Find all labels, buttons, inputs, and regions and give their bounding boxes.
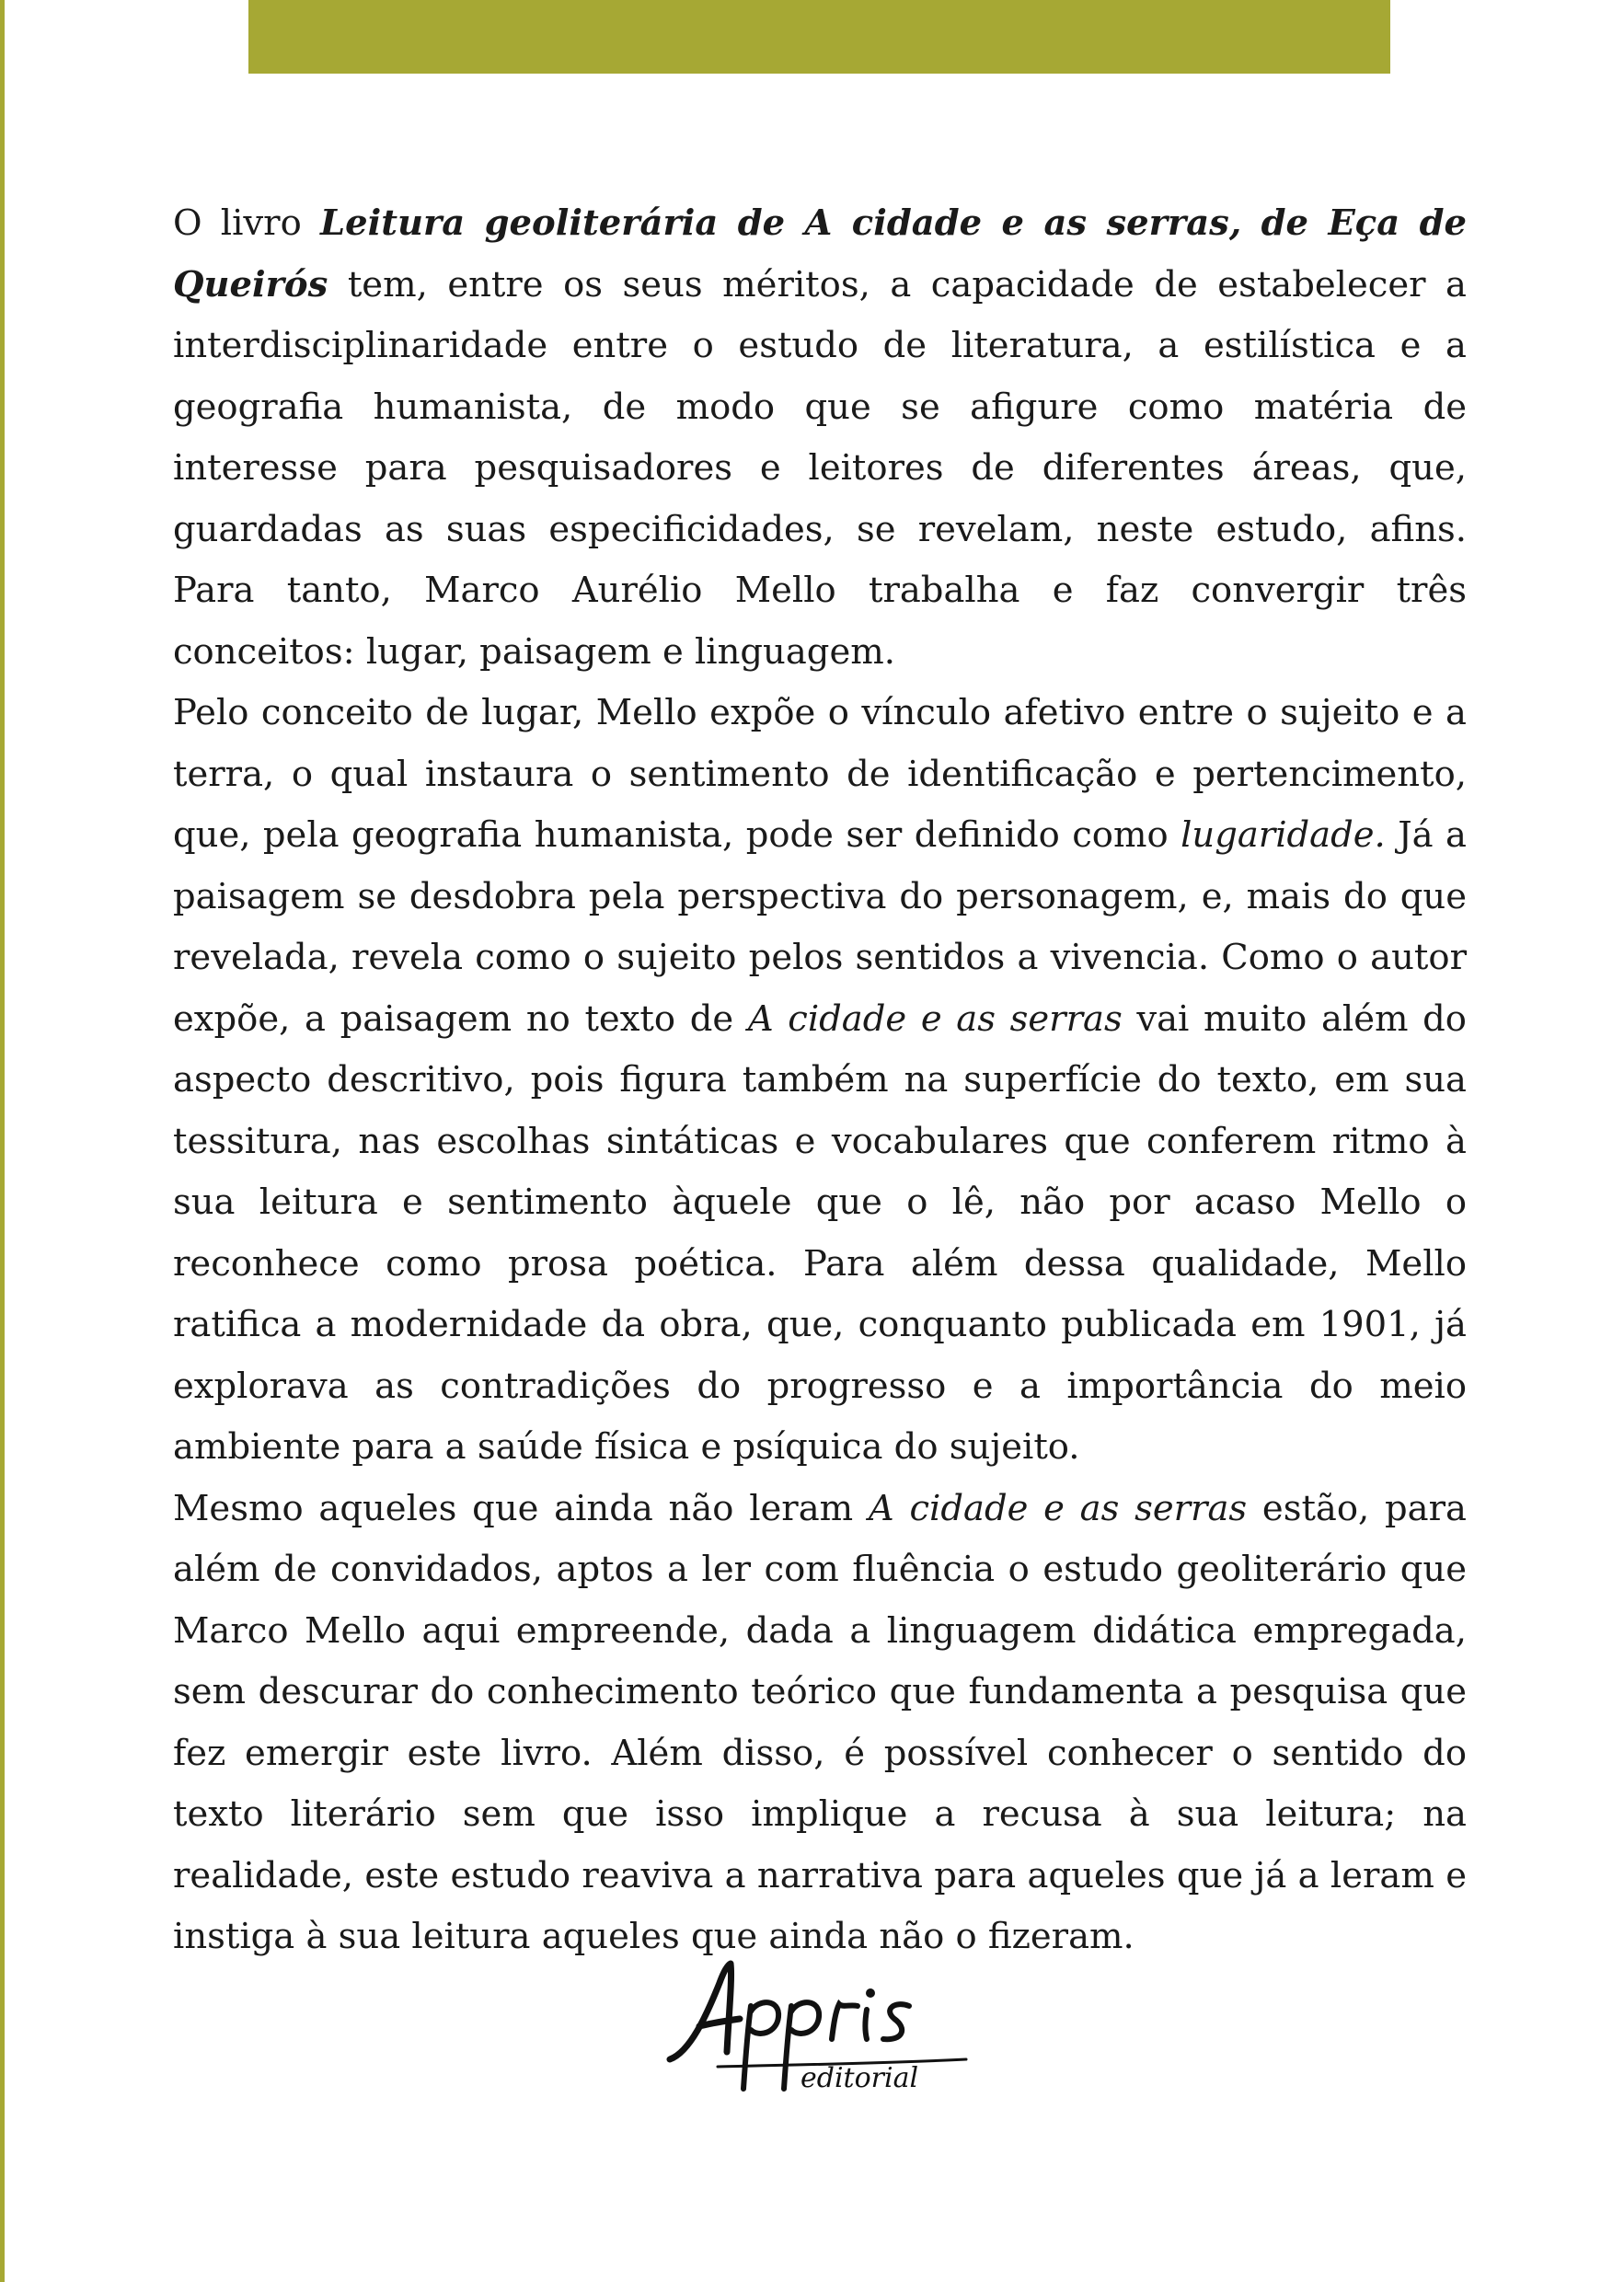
appris-editorial-logo — [662, 1951, 985, 2098]
paragraph-2-text-a: Pelo conceito de lugar, Mello expõe o vínculo afetivo entre o sujeito e a terra, o qual instaura o sentimento de identificação e pertencimento, que, pela geografia humanista, pode ser definido como — [173, 692, 1467, 856]
term-lugaridade: lugaridade. — [1181, 814, 1386, 856]
paragraph-1 — [173, 193, 1467, 683]
work-title-1: A cidade e as serras — [747, 997, 1123, 1040]
book-title: Leitura geoliterária de A cidade e as serras, de Eça de Queirós — [173, 202, 1467, 305]
paragraph-3-text-a: Mesmo aqueles que ainda não leram — [173, 1487, 869, 1529]
work-title-2: A cidade e as serras — [868, 1487, 1248, 1529]
top-color-band — [248, 0, 1390, 74]
paragraph-2-text-e: vai muito além do aspecto descritivo, pois figura também na superfície do texto, em sua tessitura, nas escolhas sintáticas e vocabulares que conferem ritmo à sua leitura e sentimento àquele que o lê, não por acaso Mello o reconhece como prosa poética. Para além dessa qualidade, Mello ratifica a modernidade da obra, que, conquanto publicada em 1901, já explorava as contradições do progresso e a importância do meio ambiente para a saúde física e psíquica do sujeito. — [173, 997, 1467, 1468]
paragraph-2-text-c: Já a paisagem se desdobra pela perspectiva do personagem, e, mais do que revelada, revela como o sujeito pelos sentidos a vivencia. Como o autor expõe, a paisagem no texto de — [173, 814, 1467, 1040]
left-edge-stripe — [0, 0, 5, 2282]
paragraph-2 — [173, 683, 1467, 1479]
paragraph-3-text-c: estão, para além de convidados, aptos a ler com fluência o estudo geoliterário que Marco Mello aqui empreende, dada a linguagem didática empregada, sem descurar do conhecimento teórico que fundamenta a pesquisa que fez emergir este livro. Além disso, é possível conhecer o sentido do texto literário sem que isso implique a recusa à sua leitura; na realidade, este estudo reaviva a narrativa para aqueles que já a leram e instiga à sua leitura aqueles que ainda não o fizeram. — [173, 1487, 1467, 1957]
paragraph-1-text-a: O livro — [173, 202, 320, 244]
logo-subtitle: editorial — [800, 2062, 919, 2094]
paragraph-3 — [173, 1479, 1467, 1968]
logo-graphic — [662, 1951, 985, 2098]
back-cover-text — [173, 193, 1467, 1968]
paragraph-1-text-c: tem, entre os seus méritos, a capacidade de estabelecer a interdisciplinaridade entre o estudo de literatura, a estilística e a geografia humanista, de modo que se afigure como matéria de interesse para pesquisadores e leitores de diferentes áreas, que, guardadas as suas especificidades, se revelam, neste estudo, afins. Para tanto, Marco Aurélio Mello trabalha e faz convergir três conceitos: lugar, paisagem e linguagem. — [173, 263, 1467, 673]
